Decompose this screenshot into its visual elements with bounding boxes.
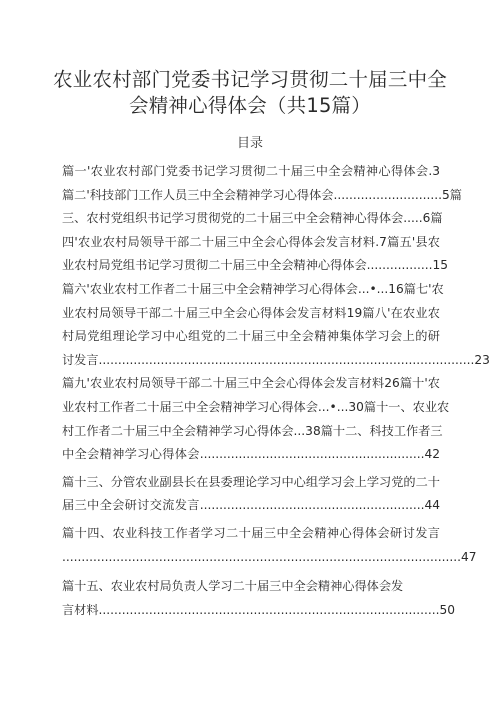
toc-line: 业农村局党组书记学习贯彻二十届三中全会精神心得体会.................15 [62, 258, 449, 273]
toc-line: 业农村工作者二十届三中全会精神学习心得体会...•...30篇十一、农业农 [62, 399, 450, 414]
toc-line: 业农村局领导干部二十届三中全会心得体会发言材料19篇八'在农业农 [62, 305, 440, 320]
toc-line: 篇九'农业农村局领导干部二十届三中全会心得体会发言材料26篇十'农 [62, 376, 440, 391]
toc-line: 村工作者二十届三中全会精神学习心得体会...38篇十二、科技工作者三 [62, 423, 443, 438]
toc-heading: 目录 [236, 136, 263, 151]
toc-line: 篇一'农业农村部门党委书记学习贯彻二十届三中全会精神心得体会.3 [62, 164, 440, 178]
toc-line: 中全会精神学习心得体会..........................................................42 [62, 447, 440, 462]
table-of-contents [62, 160, 490, 622]
toc-line: 言材料........................................................................................50 [62, 602, 455, 617]
toc-line: 届三中全会研讨交流发言..........................................................44 [62, 498, 440, 513]
toc-line: 四'农业农村局领导干部二十届三中全会心得体会发言材料.7篇五'县农 [62, 234, 440, 249]
toc-line: 篇十五、农业农村局负责人学习二十届三中全会精神心得体会发 [62, 579, 404, 594]
toc-line: 篇六'农业农村工作者二十届三中全会精神学习心得体会...•...16篇七'农 [62, 281, 444, 296]
toc-line: 村局党组理论学习中心组党的二十届三中全会精神集体学习会上的研 [62, 329, 440, 344]
document-title-line-1: 农业农村部门党委书记学习贯彻二十届三中全 [52, 68, 447, 91]
toc-line: .......................................................................................................47 [62, 549, 477, 564]
document-title-line-2: 会精神心得体会（共15篇） [129, 94, 371, 117]
toc-line: 篇二'科技部门工作人员三中全会精神学习心得体会............................5篇 [62, 187, 462, 202]
toc-line: 篇十三、分管农业副县长在县委理论学习中心组学习会上学习党的二十 [62, 474, 440, 489]
toc-line: 三、农村党组织书记学习贯彻党的二十届三中全会精神心得体会.....6篇 [62, 211, 443, 226]
toc-line: 篇十四、农业科技工作者学习二十届三中全会精神心得体会研讨发言 [62, 525, 440, 540]
toc-line: 讨发言.................................................................................................23 [62, 352, 490, 367]
